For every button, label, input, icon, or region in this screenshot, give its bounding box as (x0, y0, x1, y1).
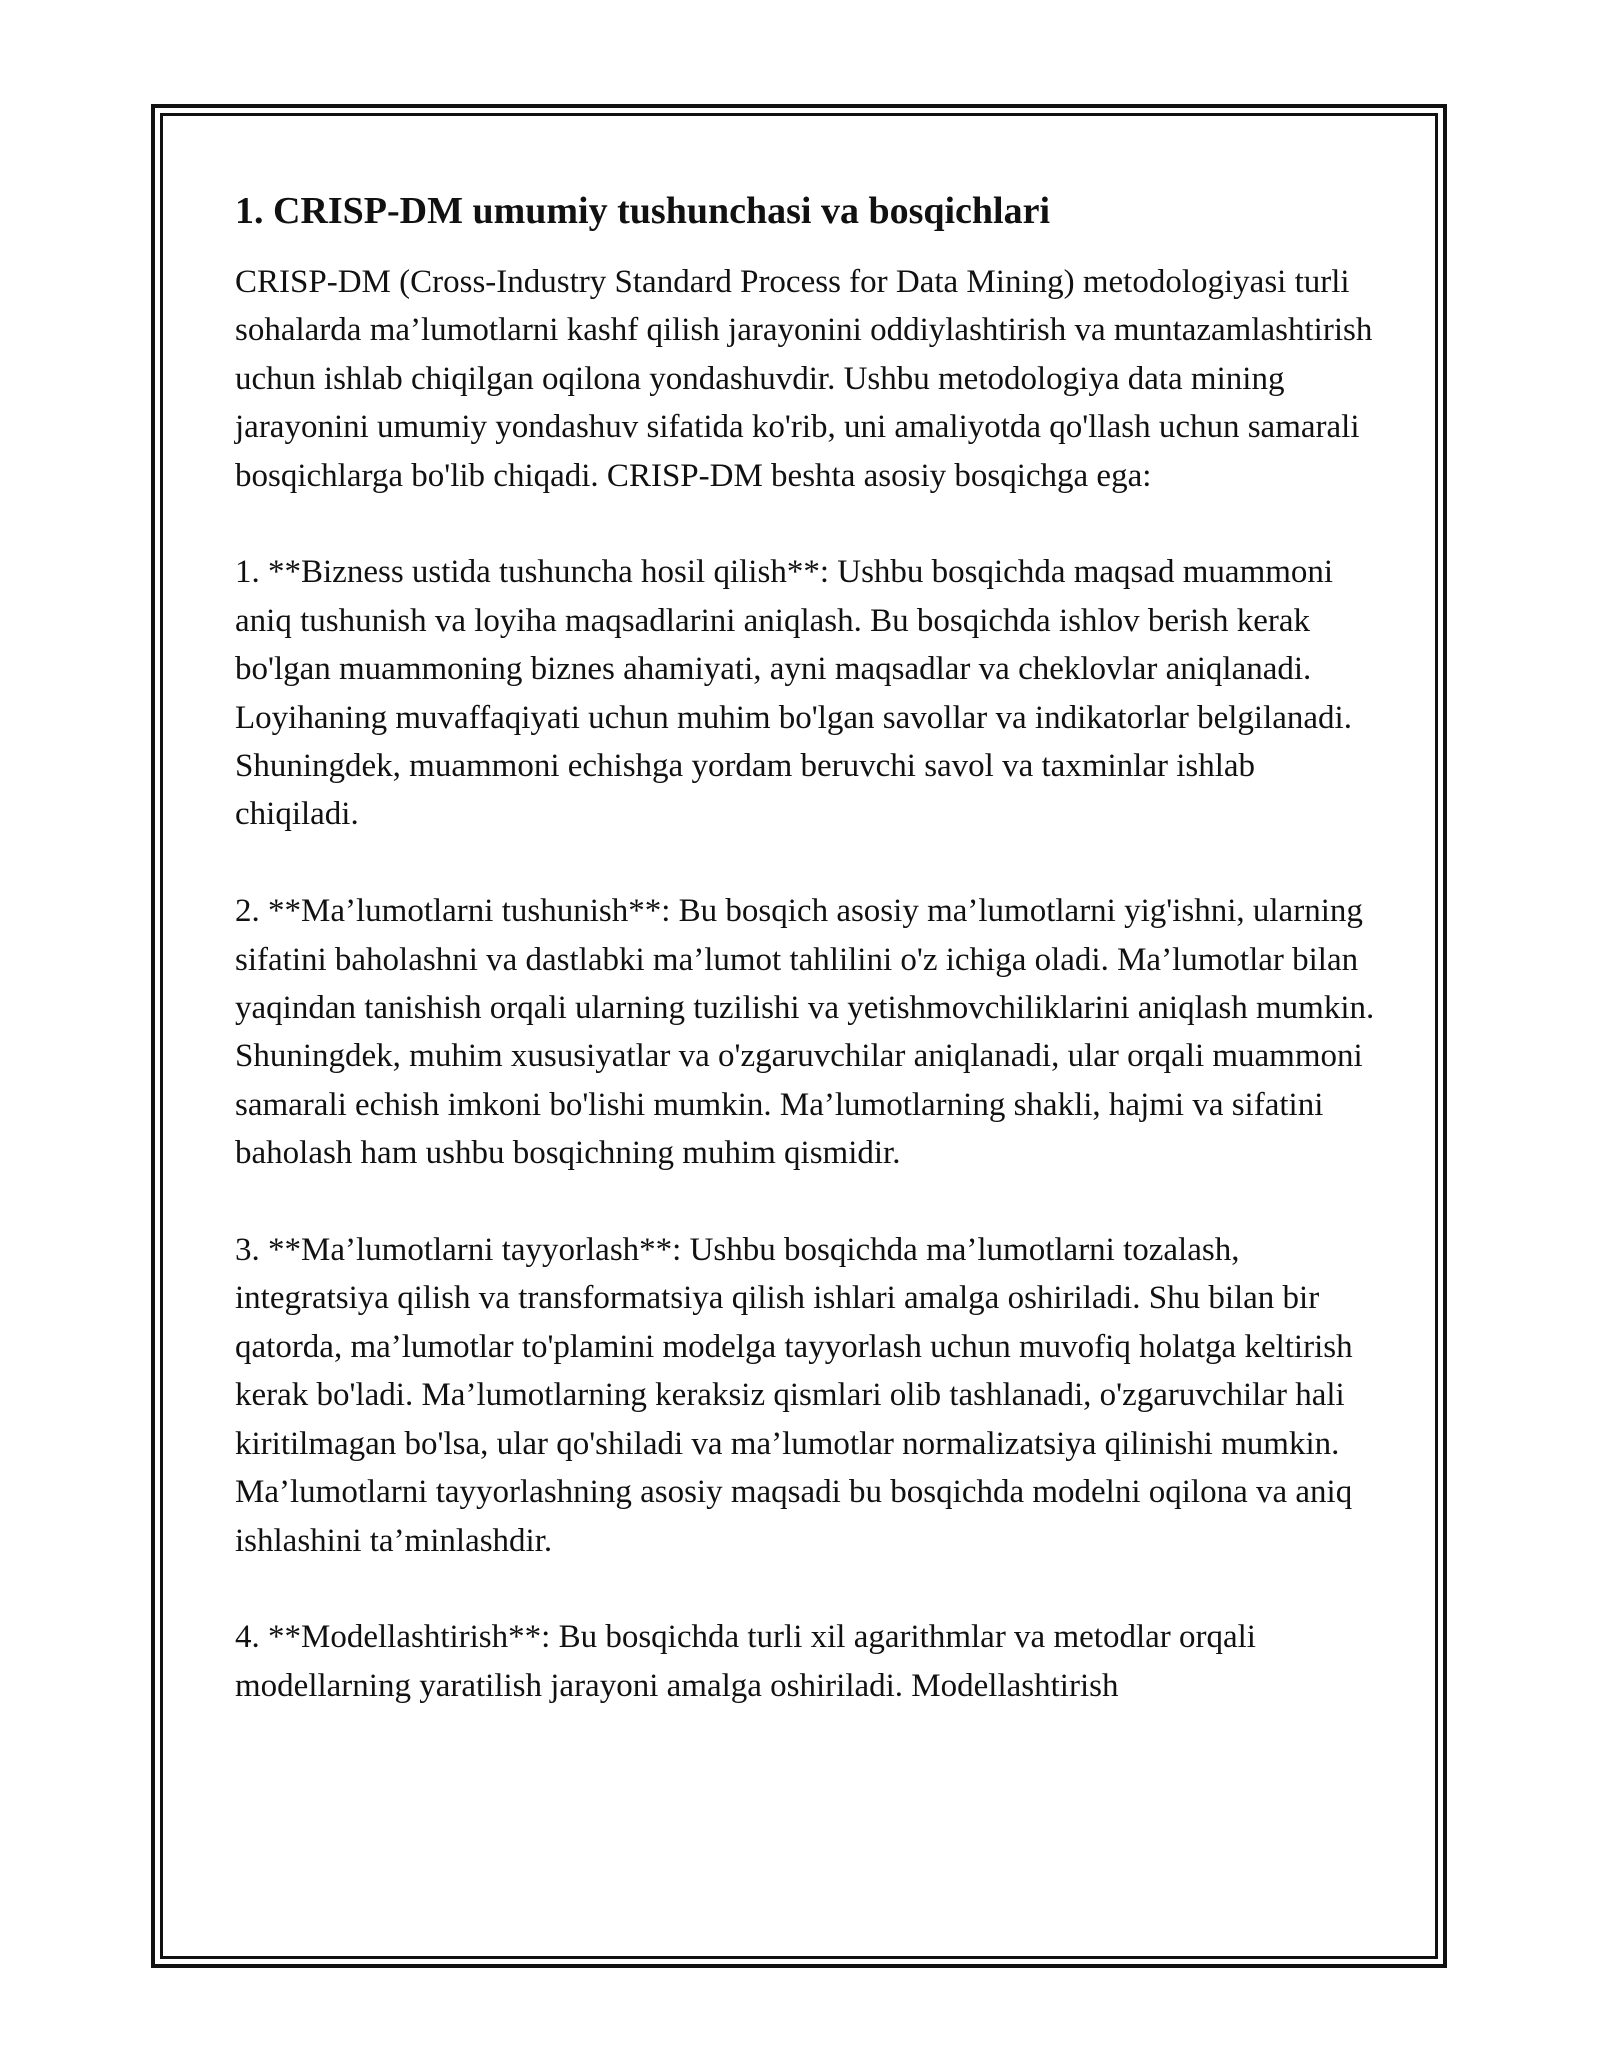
step-1-paragraph: 1. **Bizness ustida tushuncha hosil qilish**: Ushbu bosqichda maqsad muammoni aniq tushunish va loyiha maqsadlarini aniqlash. Bu bosqichda ishlov berish kerak bo'lgan muammoning biznes ahamiyati, ayni maqsadlar va cheklovlar aniqlanadi. Loyihaning muvaffaqiyati uchun muhim bo'lgan savollar va indikatorlar belgilanadi. Shuningdek, muammoni echishga yordam beruvchi savol va taxminlar ishlab chiqiladi. (235, 554, 1352, 833)
step-4-paragraph: 4. **Modellashtirish**: Bu bosqichda turli xil agarithmlar va metodlar orqali modellarning yaratilish jarayoni amalga oshiriladi. Modellashtirish (235, 1619, 1256, 1704)
section-heading: 1. CRISP-DM umumiy tushunchasi va bosqichlari (235, 190, 1051, 232)
step-2-paragraph: 2. **Ma’lumotlarni tushunish**: Bu bosqich asosiy ma’lumotlarni yig'ishni, ularning sifatini baholashni va dastlabki ma’lumot tahlilini o'z ichiga oladi. Ma’lumotlar bilan yaqindan tanishish orqali ularning tuzilishi va yetishmovchiliklarini aniqlash mumkin. Shuningdek, muhim xususiyatlar va o'zgaruvchilar aniqlanadi, ular orqali muammoni samarali echish imkoni bo'lishi mumkin. Ma’lumotlarning shakli, hajmi va sifatini baholash ham ushbu bosqichning muhim qismidir. (235, 893, 1375, 1172)
step-3-paragraph: 3. **Ma’lumotlarni tayyorlash**: Ushbu bosqichda ma’lumotlarni tozalash, integratsiya qilish va transformatsiya qilish ishlari amalga oshiriladi. Shu bilan bir qatorda, ma’lumotlar to'plamini modelga tayyorlash uchun muvofiq holatga keltirish kerak bo'ladi. Ma’lumotlarning keraksiz qismlari olib tashlanadi, o'zgaruvchilar hali kiritilmagan bo'lsa, ular qo'shiladi va ma’lumotlar normalizatsiya qilinishi mumkin. Ma’lumotlarni tayyorlashning asosiy maqsadi bu bosqichda modelni oqilona va aniq ishlashini ta’minlashdir. (235, 1232, 1353, 1559)
document-body (235, 186, 1375, 1710)
intro-paragraph: CRISP-DM (Cross-Industry Standard Process for Data Mining) metodologiyasi turli sohalarda ma’lumotlarni kashf qilish jarayonini oddiylashtirish va muntazamlashtirish uchun ishlab chiqilgan oqilona yondashuvdir. Ushbu metodologiya data mining jarayonini umumiy yondashuv sifatida ko'rib, uni amaliyotda qo'llash uchun samarali bosqichlarga bo'lib chiqadi. CRISP-DM beshta asosiy bosqichga ega: (235, 264, 1373, 494)
